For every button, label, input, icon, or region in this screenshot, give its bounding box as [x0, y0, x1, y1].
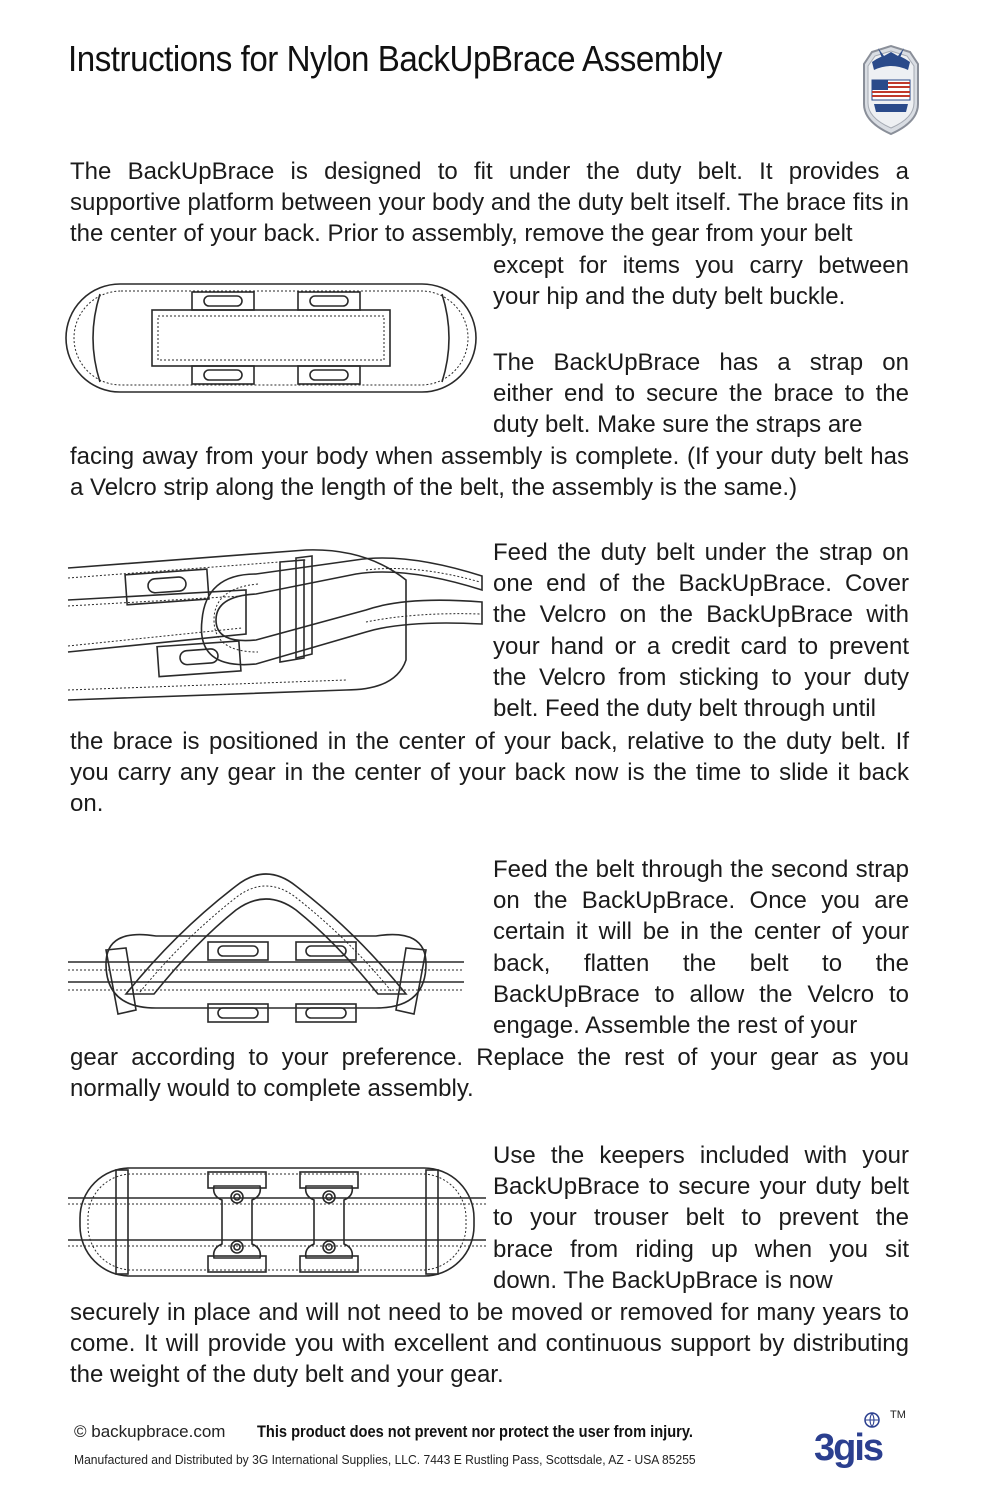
step-1-side-2: The BackUpBrace has a strap on either end to secure the brace to the duty belt. Make sure the straps are: [493, 349, 909, 439]
svg-text:3gis: 3gis: [814, 1427, 883, 1468]
3gis-logo: [812, 1404, 912, 1468]
belt-through-second-strap-illustration: [66, 858, 466, 1026]
footer-warning: This product does not prevent nor protect the user from injury.: [257, 1422, 693, 1441]
footer-copyright: © backupbrace.com: [74, 1422, 226, 1441]
footer-manufacturer: Manufactured and Distributed by 3G International Supplies, LLC. 7443 E Rustling Pass, Scottsdale, AZ - USA 85255: [74, 1452, 696, 1467]
step-2-side: Feed the duty belt under the strap on one end of the BackUpBrace. Cover the Velcro on the BackUpBrace with your hand or a credit card to prevent the Velcro from sticking to your duty belt. Feed the duty belt through until: [493, 539, 909, 723]
page-title: Instructions for Nylon BackUpBrace Assembly: [68, 38, 722, 79]
step-1-tail: facing away from your body when assembly is complete. (If your duty belt has a Velcro strip along the length of the belt, the assembly is the same.): [70, 443, 909, 502]
step-3-side: Feed the belt through the second strap on the BackUpBrace. Once you are certain it will be in the center of your back, flatten the belt to the BackUpBrace to allow the Velcro to engage. Assemble the rest of your: [493, 856, 909, 1040]
backupbrace-badge-logo: [858, 42, 924, 136]
step-4-tail: securely in place and will not need to be moved or removed for many years to come. It will provide you with excellent and continuous support by distributing the weight of the duty belt and your gear.: [70, 1299, 909, 1389]
brace-with-keepers-illustration: [66, 1166, 488, 1278]
step-1-intro: The BackUpBrace is designed to fit under the duty belt. It provides a supportive platform between your body and the duty belt itself. The brace fits in the center of your back. Prior to assembly, remove the gear from your belt: [70, 158, 909, 248]
step-2-tail: the brace is positioned in the center of your back, relative to the duty belt. If you carry any gear in the center of your back now is the time to slide it back on.: [70, 728, 909, 818]
svg-text:TM: TM: [890, 1409, 906, 1421]
step-3-tail: gear according to your preference. Replace the rest of your gear as you normally would to complete assembly.: [70, 1044, 909, 1103]
step-1-side: except for items you carry between your hip and the duty belt buckle.: [493, 252, 909, 311]
brace-flat-illustration: [64, 280, 480, 396]
step-4-side: Use the keepers included with your BackUpBrace to secure your duty belt to your trouser belt to prevent the brace from riding up when you sit down. The BackUpBrace is now: [493, 1142, 909, 1294]
belt-under-strap-illustration: [66, 540, 484, 710]
